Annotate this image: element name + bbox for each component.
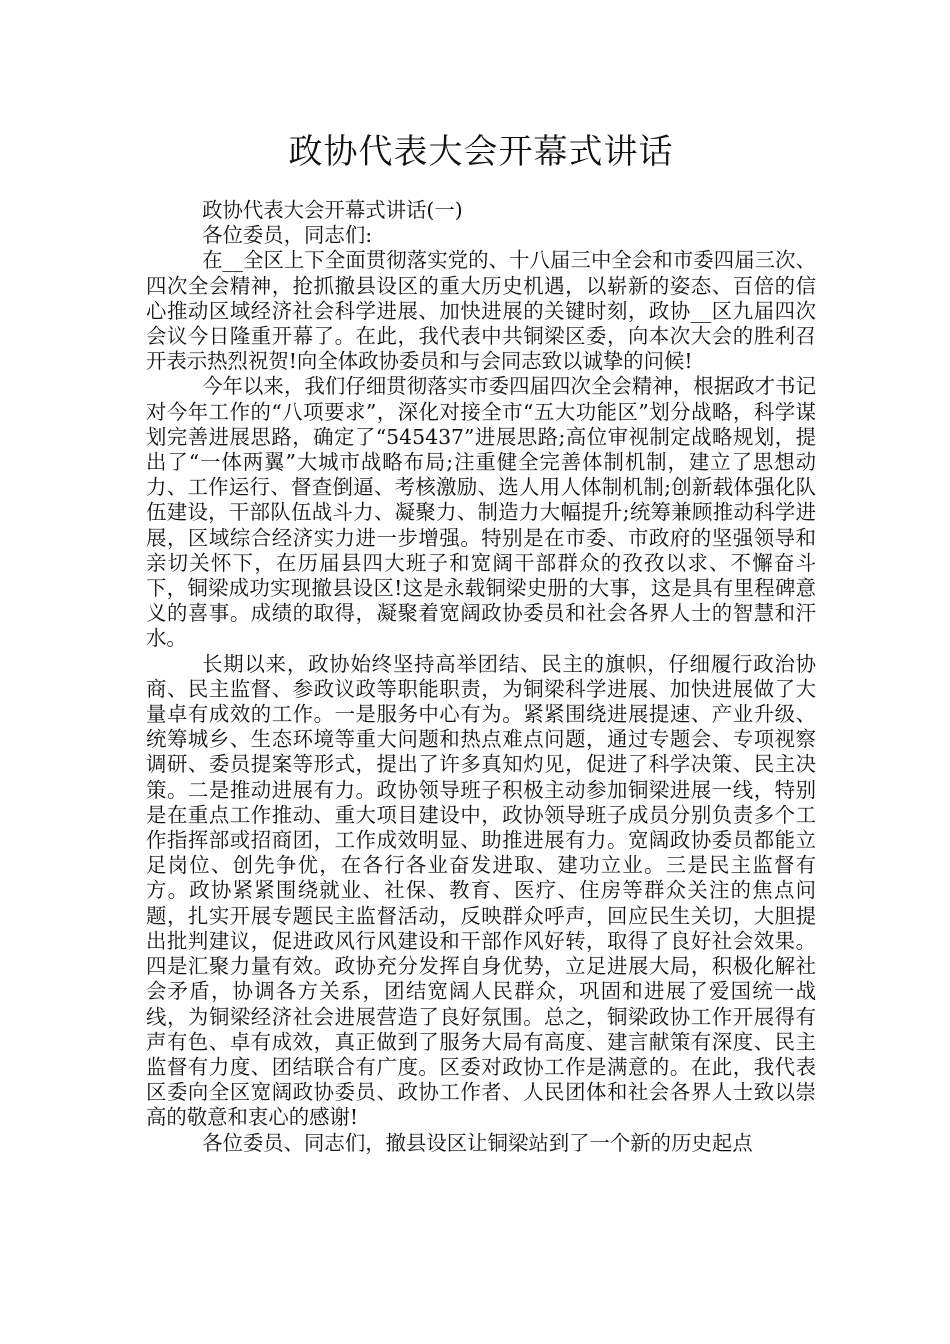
document-body xyxy=(146,198,816,1156)
paragraph-2: 今年以来，我们仔细贯彻落实市委四届四次全会精神，根据政才书记对今年工作的“八项要求”，深化对接全市“五大功能区”划分战略，科学谋划完善进展思路，确定了“545437”进展思路;高位审视制定战略规划，提出了“一体两翼”大城市战略布局;注重健全完善体制机制，建立了思想动力、工作运行、督查倒逼、考核激励、选人用人体制机制;创新载体强化队伍建设，干部队伍战斗力、凝聚力、制造力大幅提升;统筹兼顾推动科学进展，区域综合经济实力进一步增强。特别是在市委、市政府的坚强领导和亲切关怀下，在历届县四大班子和宽阔干部群众的孜孜以求、不懈奋斗下，铜梁成功实现撤县设区!这是永载铜梁史册的大事，这是具有里程碑意义的喜事。成绩的取得，凝聚着宽阔政协委员和社会各界人士的智慧和汗水。 xyxy=(146,374,816,651)
document-title: 政协代表大会开幕式讲话 xyxy=(288,132,674,172)
salutation: 各位委员，同志们: xyxy=(202,223,373,248)
paragraph-1: 在__全区上下全面贯彻落实党的、十八届三中全会和市委四届三次、四次全会精神，抢抓撤县设区的重大历史机遇，以崭新的姿态、百倍的信心推动区域经济社会科学进展、加快进展的关键时刻，政协__区九届四次会议今日隆重开幕了。在此，我代表中共铜梁区委，向本次大会的胜利召开表示热烈祝贺!向全体政协委员和与会同志致以诚挚的问候! xyxy=(146,248,816,374)
paragraph-4: 各位委员、同志们，撤县设区让铜梁站到了一个新的历史起点 xyxy=(202,1130,753,1155)
paragraph-3: 长期以来，政协始终坚持高举团结、民主的旗帜，仔细履行政治协商、民主监督、参政议政等职能职责，为铜梁科学进展、加快进展做了大量卓有成效的工作。一是服务中心有为。紧紧围绕进展提速、产业升级、统筹城乡、生态环境等重大问题和热点难点问题，通过专题会、专项视察调研、委员提案等形式，提出了许多真知灼见，促进了科学决策、民主决策。二是推动进展有力。政协领导班子积极主动参加铜梁进展一线，特别是在重点工作推动、重大项目建设中，政协领导班子成员分别负责多个工作指挥部或招商团，工作成效明显、助推进展有力。宽阔政协委员都能立足岗位、创先争优，在各行各业奋发进取、建功立业。三是民主监督有方。政协紧紧围绕就业、社保、教育、医疗、住房等群众关注的焦点问题，扎实开展专题民主监督活动，反映群众呼声，回应民生关切，大胆提出批判建议，促进政风行风建设和干部作风好转，取得了良好社会效果。四是汇聚力量有效。政协充分发挥自身优势，立足进展大局，积极化解社会矛盾，协调各方关系，团结宽阔人民群众，巩固和进展了爱国统一战线，为铜梁经济社会进展营造了良好氛围。总之，铜梁政协工作开展得有声有色、卓有成效，真正做到了服务大局有高度、建言献策有深度、民主监督有力度、团结联合有广度。区委对政协工作是满意的。在此，我代表区委向全区宽阔政协委员、政协工作者、人民团体和社会各界人士致以崇高的敬意和衷心的感谢! xyxy=(146,651,816,1130)
document-subtitle: 政协代表大会开幕式讲话(一) xyxy=(202,198,463,222)
document-page xyxy=(146,0,816,1344)
